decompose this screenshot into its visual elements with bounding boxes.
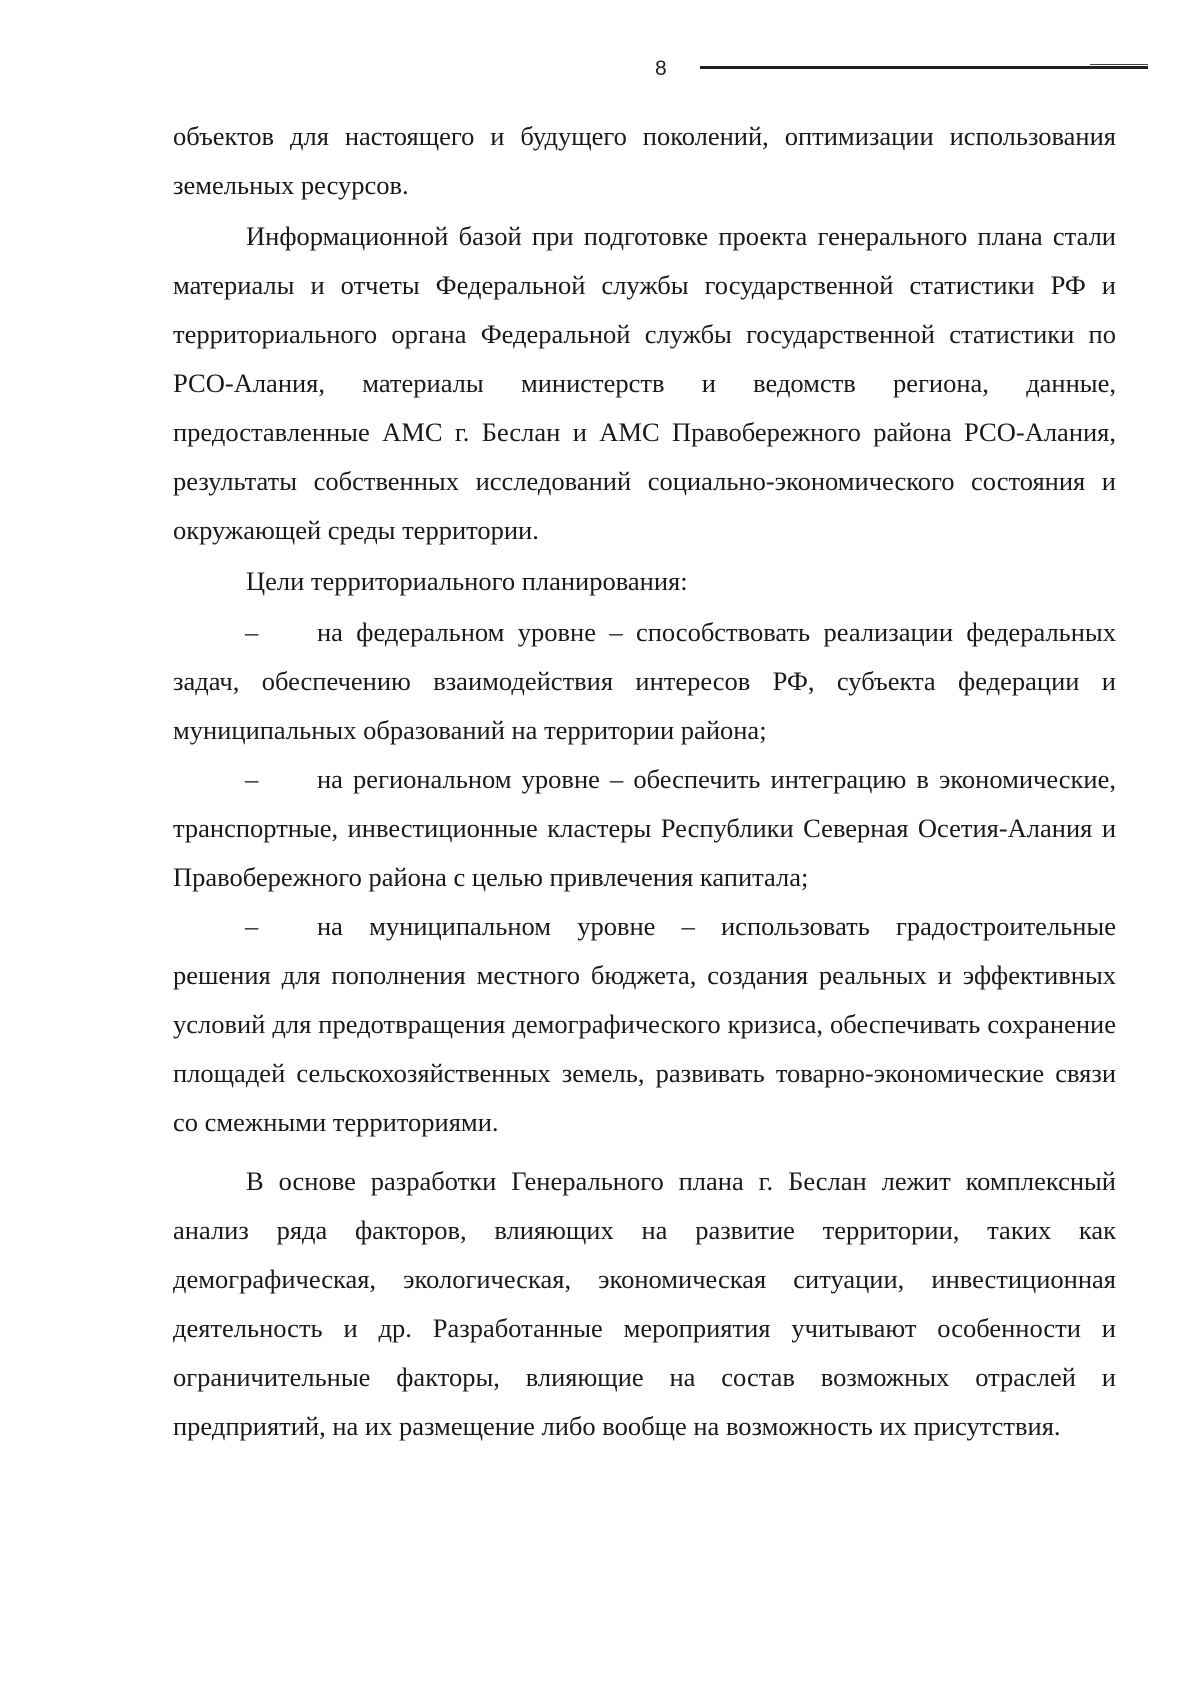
list-item-regional xyxy=(173,755,1116,902)
paragraph-planning-goals-heading: Цели территориального планирования: xyxy=(246,566,688,596)
paragraph-continuation: объектов для настоящего и будущего поколений, оптимизации использования земельных ресурсов. xyxy=(173,121,1116,200)
page-number: 8 xyxy=(655,57,667,80)
list-dash: – xyxy=(245,764,259,794)
header-rule xyxy=(700,66,1148,69)
list-item-text: на федеральном уровне – способствовать реализации федеральных задач, обеспечению взаимодействия интересов РФ, субъекта федерации и муниципальных образований на территории района; xyxy=(173,617,1116,745)
page-header xyxy=(0,52,1200,82)
list-item-federal xyxy=(173,608,1116,755)
document-body xyxy=(173,112,1116,1451)
list-dash: – xyxy=(245,911,259,941)
list-item-municipal xyxy=(173,902,1116,1147)
paragraph-information-base: Информационной базой при подготовке проекта генерального плана стали материалы и отчеты Федеральной службы государственной статистики РФ и территориального органа Федеральной службы государственной статистики по РСО-Алания, материалы министерств и ведомств региона, данные, предоставленные АМС г. Беслан и АМС Правобережного района РСО-Алания, результаты собственных исследований социально-экономического состояния и окружающей среды территории. xyxy=(173,221,1116,545)
list-dash: – xyxy=(245,617,259,647)
header-rule-end xyxy=(1090,64,1148,65)
list-item-text: на региональном уровне – обеспечить интеграцию в экономические, транспортные, инвестиционные кластеры Республики Северная Осетия-Алания и Правобережного района с целью привлечения капитала; xyxy=(173,764,1116,892)
list-item-text: на муниципальном уровне – использовать градостроительные решения для пополнения местного бюджета, создания реальных и эффективных условий для предотвращения демографического кризиса, обеспечивать сохранение площадей сельскохозяйственных земель, развивать товарно-экономические связи со смежными территориями. xyxy=(173,911,1116,1137)
paragraph-general-plan-basis: В основе разработки Генерального плана г. Беслан лежит комплексный анализ ряда факторов, влияющих на развитие территории, таких как демографическая, экологическая, экономическая ситуации, инвестиционная деятельность и др. Разработанные мероприятия учитывают особенности и ограничительные факторы, влияющие на состав возможных отраслей и предприятий, на их размещение либо вообще на возможность их присутствия. xyxy=(173,1166,1116,1441)
